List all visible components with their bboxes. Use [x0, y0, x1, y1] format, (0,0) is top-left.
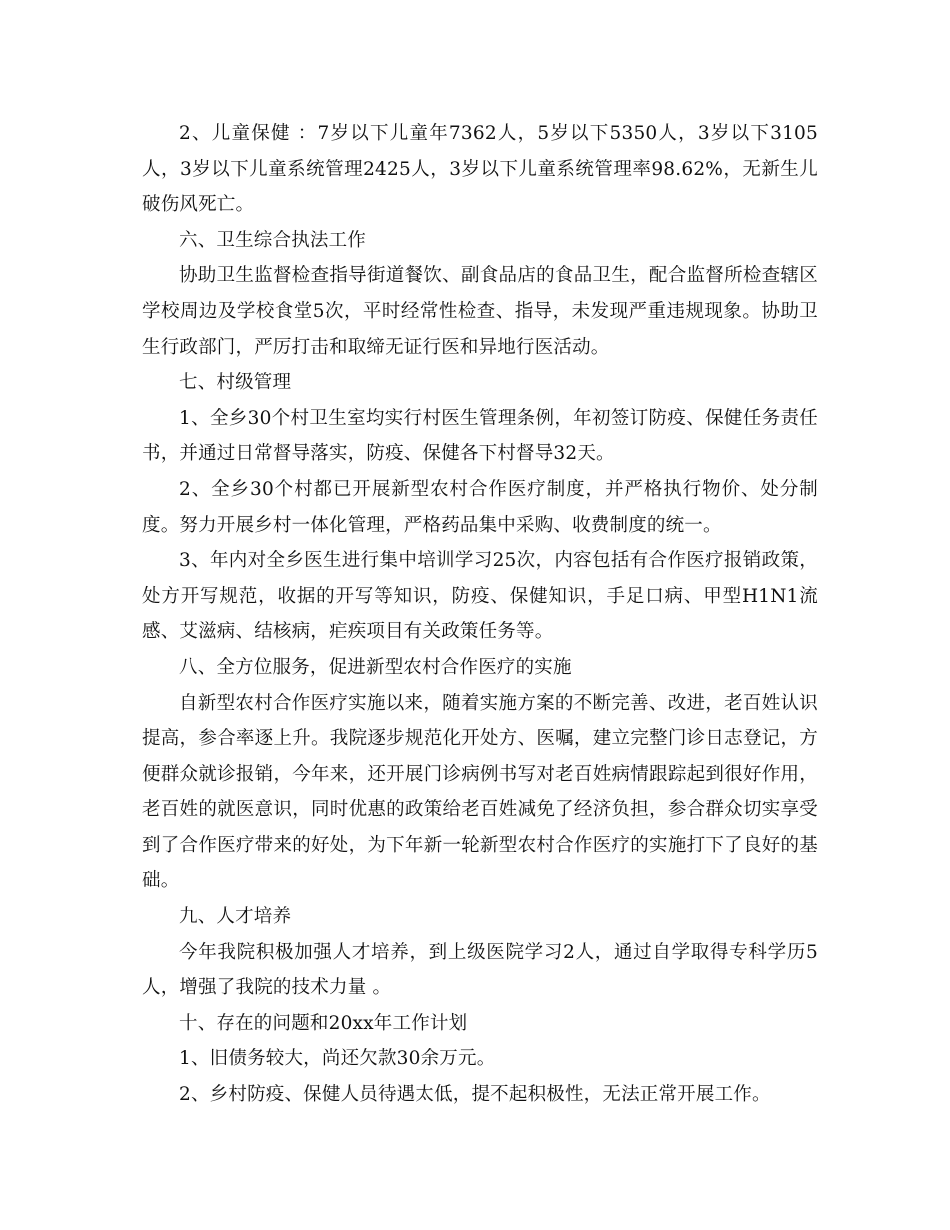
paragraph-cooperative-medical: 自新型农村合作医疗实施以来，随着实施方案的不断完善、改进，老百姓认识提高，参合率逐上升。我院逐步规范化开处方、医嘱，建立完整门诊日志登记，方便群众就诊报销，今年来，还开展门诊病例书写对老百姓病情跟踪起到很好作用，老百姓的就医意识，同时优惠的政策给老百姓减免了经济负担，参合群众切实享受到了合作医疗带来的好处，为下年新一轮新型农村合作医疗的实施打下了良好的基础。: [142, 692, 818, 892]
paragraph-child-health: 2、儿童保健 ：7岁以下儿童年7362人，5岁以下5350人，3岁以下3105人，3岁以下儿童系统管理2425人，3岁以下儿童系统管理率98.62%，无新生儿破伤风死亡。: [142, 123, 818, 216]
heading-health-law-enforcement: 六、卫生综合执法工作: [179, 229, 367, 251]
paragraph-problem-1: 1、旧债务较大，尚还欠款30余万元。: [179, 1048, 496, 1070]
heading-village-management: 七、村级管理: [179, 372, 292, 394]
heading-problems-and-plan: 十、存在的问题和20xx年工作计划: [179, 1012, 468, 1034]
paragraph-village-management-2: 2、全乡30个村都已开展新型农村合作医疗制度，并严格执行物价、处分制度。努力开展乡村一体化管理，严格药品集中采购、收费制度的统一。: [142, 478, 818, 536]
paragraph-village-management-3: 3、年内对全乡医生进行集中培训学习25次，内容包括有合作医疗报销政策，处方开写规范，收据的开写等知识，防疫、保健知识，手足口病、甲型H1N1流感、艾滋病、结核病，疟疾项目有关政策任务等。: [142, 550, 818, 643]
paragraph-health-law-enforcement: 协助卫生监督检查指导街道餐饮、副食品店的食品卫生，配合监督所检查辖区学校周边及学校食堂5次，平时经常性检查、指导，未发现严重违规现象。协助卫生行政部门，严厉打击和取缔无证行医和异地行医活动。: [142, 265, 818, 358]
paragraph-village-management-1: 1、全乡30个村卫生室均实行村医生管理条例，年初签订防疫、保健任务责任书，并通过日常督导落实，防疫、保健各下村督导32天。: [142, 407, 818, 465]
heading-talent-training: 九、人才培养: [179, 906, 292, 928]
paragraph-problem-2: 2、乡村防疫、保健人员待遇太低，提不起积极性，无法正常开展工作。: [179, 1084, 771, 1106]
heading-cooperative-medical: 八、全方位服务，促进新型农村合作医疗的实施: [179, 656, 572, 678]
paragraph-talent-training: 今年我院积极加强人才培养，到上级医院学习2人，通过自学取得专科学历5人，增强了我院的技术力量 。: [142, 941, 818, 999]
